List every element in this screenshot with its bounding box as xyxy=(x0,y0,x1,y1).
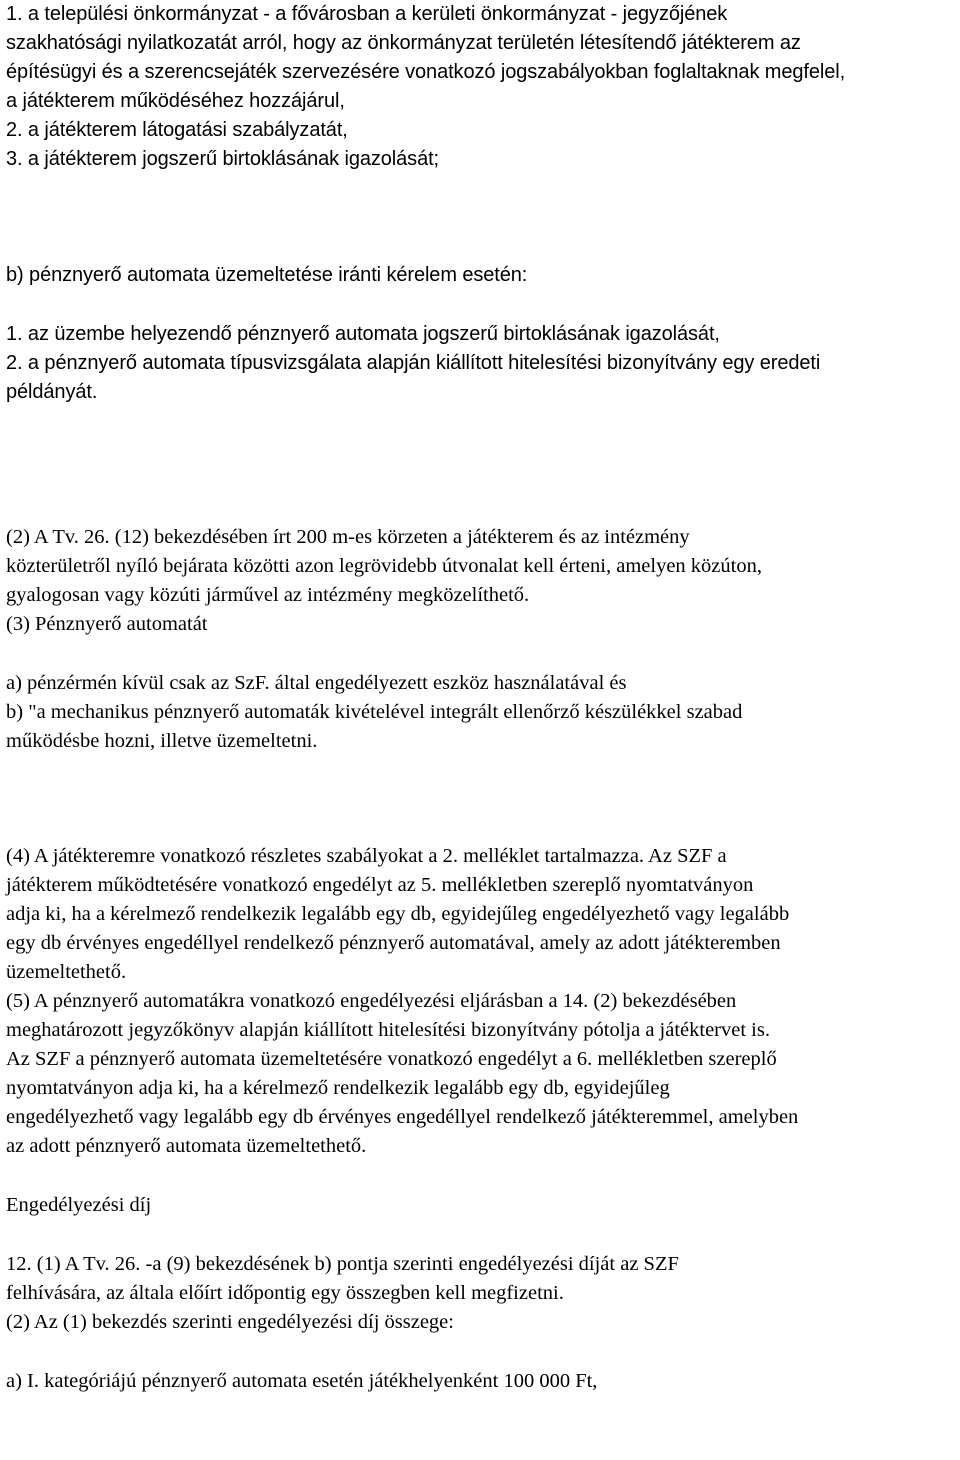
text-line: építésügyi és a szerencsejáték szervezésére vonatkozó jogszabályokban foglaltaknak megfelel, xyxy=(6,61,846,83)
text-line: a játékterem működéséhez hozzájárul, xyxy=(6,90,345,112)
text-line: gyalogosan vagy közúti járművel az intézmény megközelíthető. xyxy=(6,584,530,606)
spacer xyxy=(6,756,956,842)
text-line: működésbe hozni, illetve üzemeltetni. xyxy=(6,730,318,752)
spacer xyxy=(6,290,956,320)
text-line: (5) A pénznyerő automatákra vonatkozó engedélyezési eljárásban a 14. (2) bekezdésében xyxy=(6,990,737,1012)
text-line: példányát. xyxy=(6,381,98,403)
paragraph-4 xyxy=(6,842,956,1161)
text-line: játékterem működtetésére vonatkozó engedélyt az 5. mellékletben szereplő nyomtatványon xyxy=(6,874,754,896)
text-line: (2) Az (1) bekezdés szerinti engedélyezési díj összege: xyxy=(6,1311,454,1333)
text-line: Az SZF a pénznyerő automata üzemeltetésére vonatkozó engedélyt a 6. mellékletben szereplő xyxy=(6,1048,777,1070)
text-line: a) pénzérmén kívül csak az SzF. által engedélyezett eszköz használatával és xyxy=(6,672,627,694)
text-line: b) "a mechanikus pénznyerő automaták kivételével integrált ellenőrző készülékkel szabad xyxy=(6,701,743,723)
section-fee xyxy=(6,1191,956,1220)
text-line: a) I. kategóriájú pénznyerő automata esetén játékhelyenként 100 000 Ft, xyxy=(6,1370,598,1392)
paragraph-12 xyxy=(6,1250,956,1337)
text-line: közterületről nyíló bejárata közötti azon legrövidebb útvonalat kell érteni, amelyen közúton, xyxy=(6,555,762,577)
spacer xyxy=(6,1337,956,1367)
text-line: adja ki, ha a kérelmező rendelkezik legalább egy db, egyidejűleg engedélyezhető vagy legalább xyxy=(6,903,790,925)
text-line: egy db érvényes engedéllyel rendelkező pénznyerő automatával, amely az adott játékteremben xyxy=(6,932,781,954)
text-line: (2) A Tv. 26. (12) bekezdésében írt 200 m-es körzeten a játékterem és az intézmény xyxy=(6,526,690,548)
paragraph-last xyxy=(6,1367,956,1396)
spacer xyxy=(6,407,956,523)
text-line: meghatározott jegyzőkönyv alapján kiállított hitelesítési bizonyítvány pótolja a játéktervet is. xyxy=(6,1019,770,1041)
block-b-heading: b) pénznyerő automata üzemeltetése iránti kérelem esetén: xyxy=(6,264,528,286)
text-line: üzemeltethető. xyxy=(6,961,127,983)
text-line: 2. a pénznyerő automata típusvizsgálata alapján kiállított hitelesítési bizonyítvány egy eredeti xyxy=(6,352,821,374)
spacer xyxy=(6,174,956,261)
text-line: 12. (1) A Tv. 26. -a (9) bekezdésének b) pontja szerinti engedélyezési díját az SZF xyxy=(6,1253,679,1275)
text-line: az adott pénznyerő automata üzemeltethető. xyxy=(6,1135,367,1157)
block-a xyxy=(6,0,956,174)
block-b xyxy=(6,261,956,407)
document-page xyxy=(6,0,956,1396)
spacer xyxy=(6,639,956,669)
text-line: 1. az üzembe helyezendő pénznyerő automata jogszerű birtoklásának igazolását, xyxy=(6,323,720,345)
text-line: 2. a játékterem látogatási szabályzatát, xyxy=(6,119,348,141)
paragraph-2 xyxy=(6,523,956,639)
text-line: felhívására, az általa előírt időpontig egy összegben kell megfizetni. xyxy=(6,1282,564,1304)
text-line: 1. a települési önkormányzat - a fővárosban a kerületi önkormányzat - jegyzőjének xyxy=(6,3,728,25)
text-line: engedélyezhető vagy legalább egy db érvényes engedéllyel rendelkező játékteremmel, amelyben xyxy=(6,1106,799,1128)
text-line: (3) Pénznyerő automatát xyxy=(6,613,208,635)
text-line: (4) A játékteremre vonatkozó részletes szabályokat a 2. melléklet tartalmazza. Az SZF a xyxy=(6,845,727,867)
spacer xyxy=(6,1220,956,1250)
text-line: 3. a játékterem jogszerű birtoklásának igazolását; xyxy=(6,148,440,170)
paragraph-3 xyxy=(6,669,956,756)
section-heading: Engedélyezési díj xyxy=(6,1194,152,1216)
spacer xyxy=(6,1161,956,1191)
text-line: szakhatósági nyilatkozatát arról, hogy az önkormányzat területén létesítendő játékterem az xyxy=(6,32,801,54)
text-line: nyomtatványon adja ki, ha a kérelmező rendelkezik legalább egy db, egyidejűleg xyxy=(6,1077,670,1099)
